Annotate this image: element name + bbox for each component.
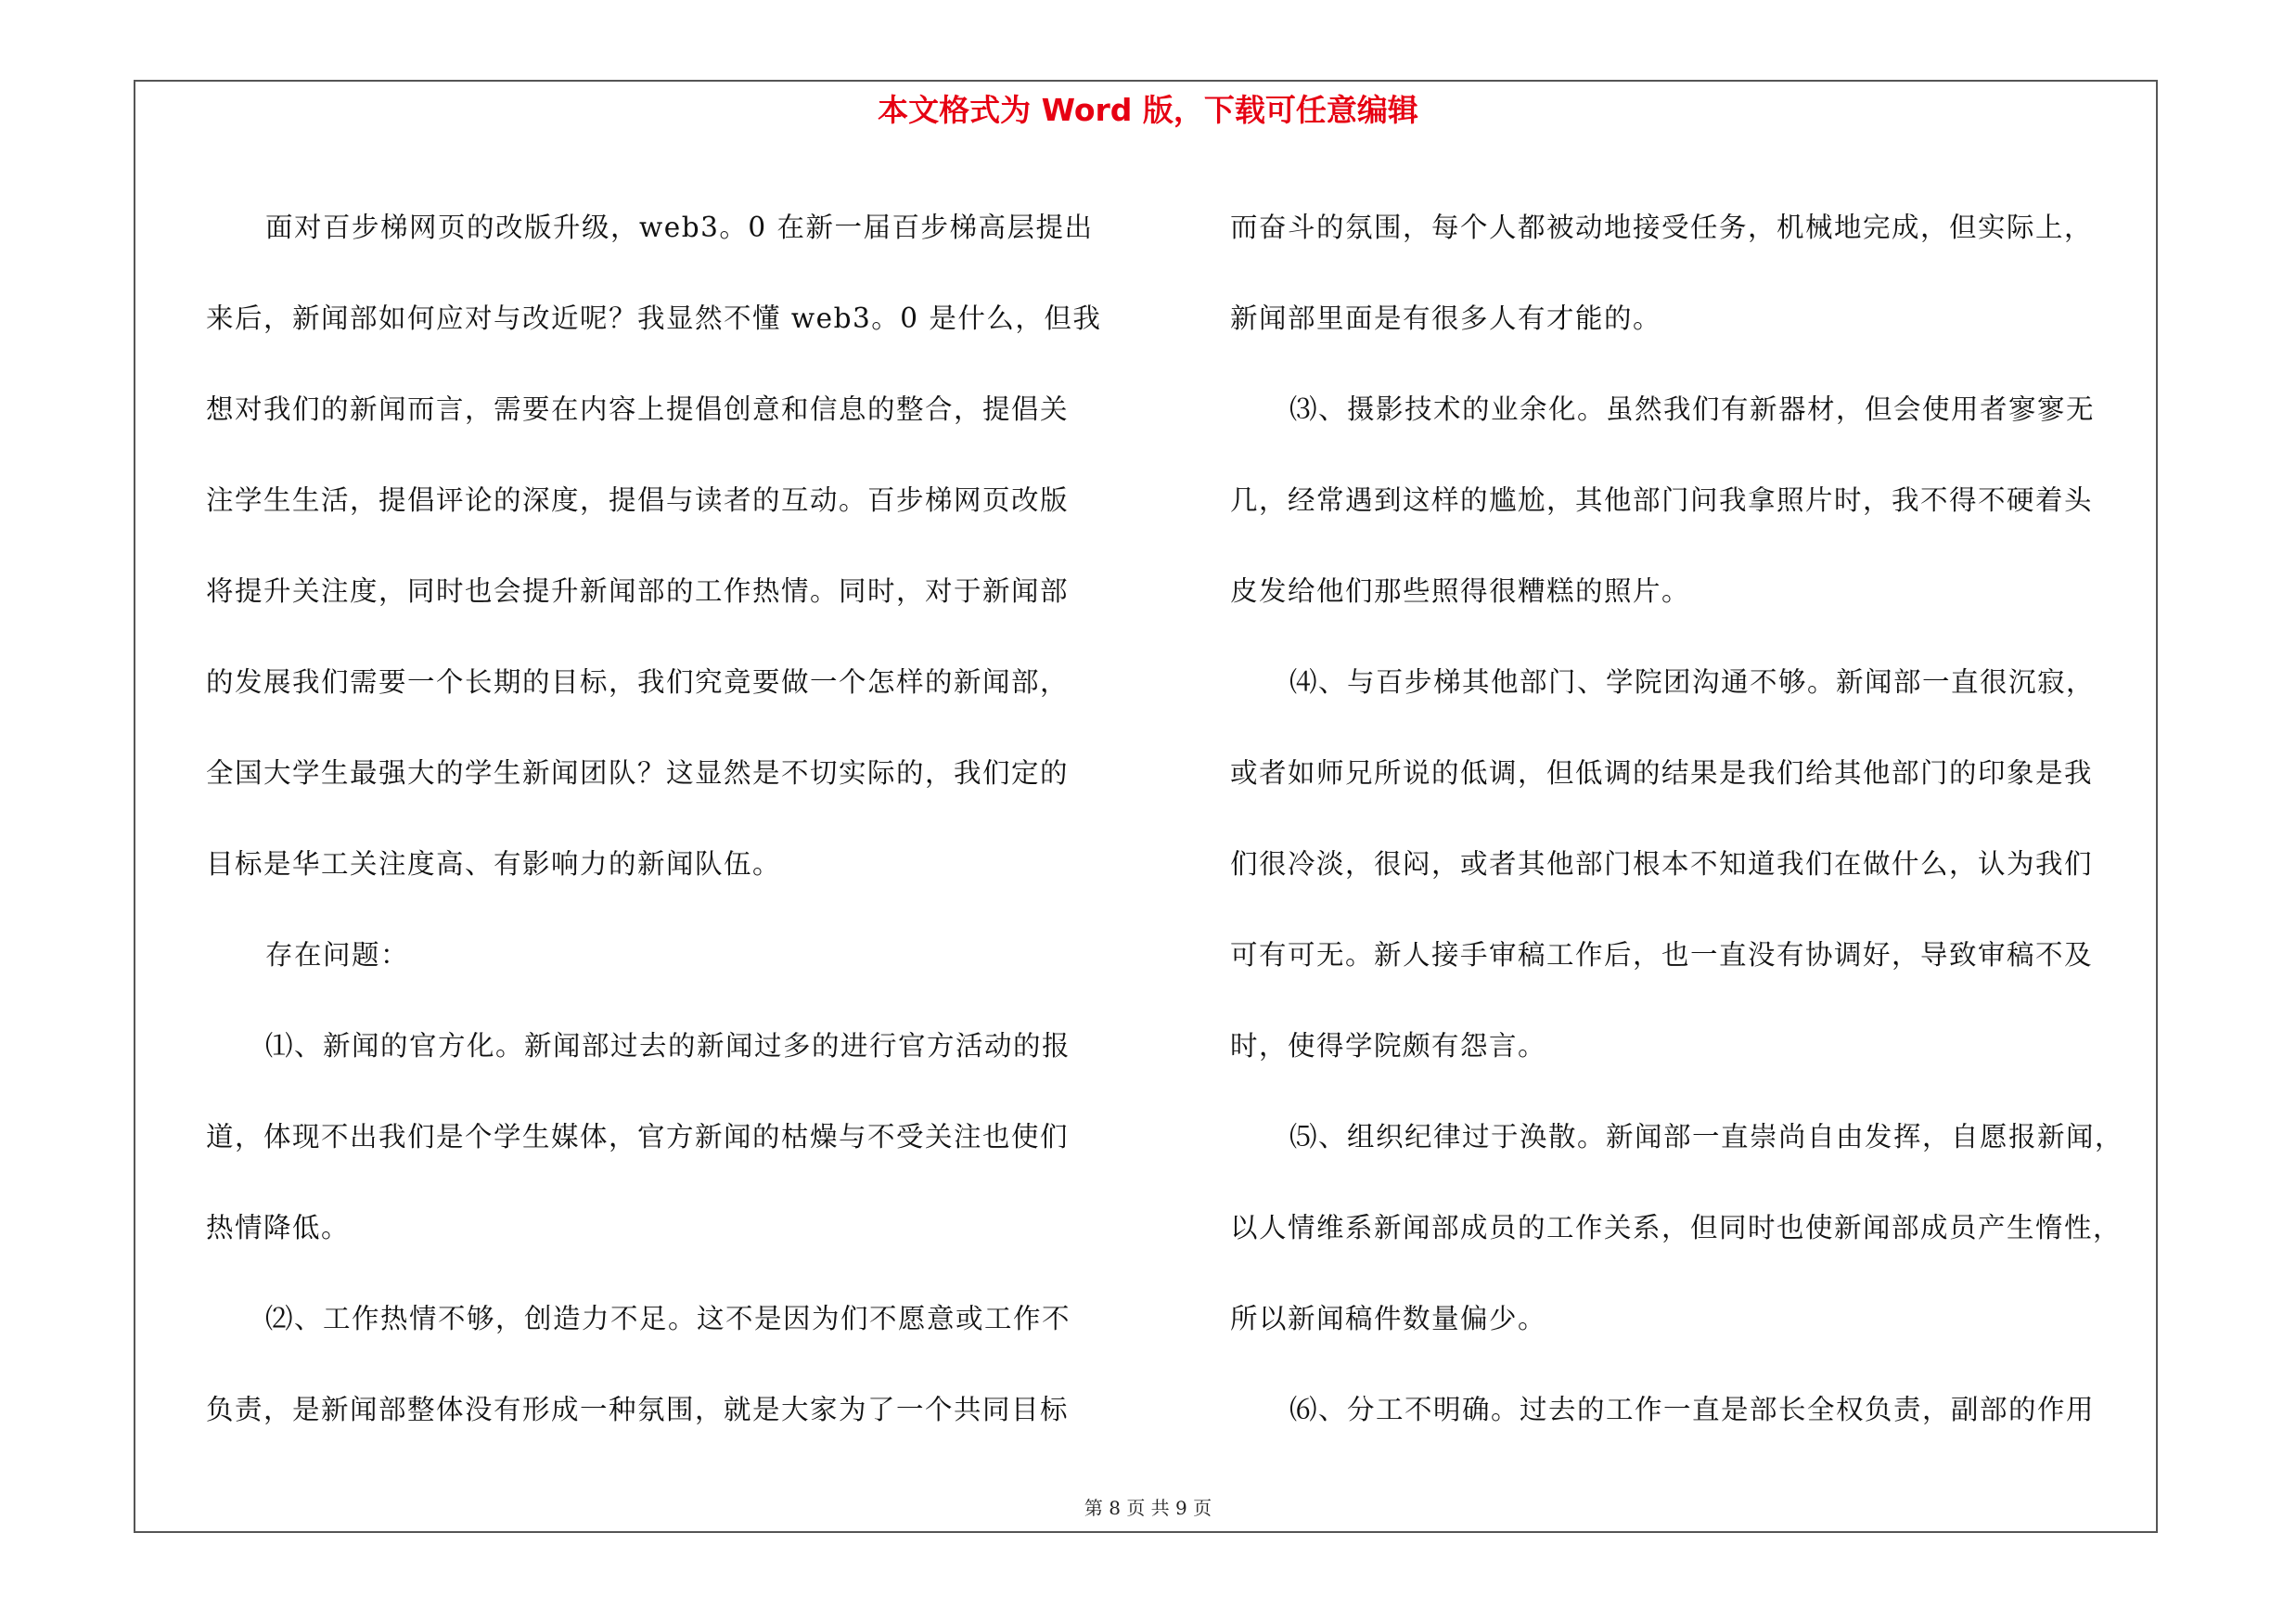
paragraph-line: 皮发给他们那些照得很糟糕的照片。	[1230, 575, 1691, 607]
paragraph-line: 而奋斗的氛围，每个人都被动地接受任务，机械地完成，但实际上，	[1230, 212, 2094, 243]
paragraph-line: 几，经常遇到这样的尴尬，其他部门问我拿照片时，我不得不硬着头	[1230, 484, 2094, 516]
paragraph-line: 的发展我们需要一个长期的目标，我们究竟要做一个怎样的新闻部，	[206, 666, 1070, 698]
paragraph-line: 目标是华工关注度高、有影响力的新闻队伍。	[206, 848, 782, 880]
paragraph-line: 以人情维系新闻部成员的工作关系，但同时也使新闻部成员产生惰性，	[1230, 1212, 2123, 1243]
paragraph-line: 将提升关注度，同时也会提升新闻部的工作热情。同时，对于新闻部	[206, 575, 1070, 607]
paragraph-line: 全国大学生最强大的学生新闻团队？这显然是不切实际的，我们定的	[206, 757, 1070, 789]
format-banner: 本文格式为 Word 版，下载可任意编辑	[878, 92, 1418, 128]
paragraph-line: 可有可无。新人接手审稿工作后，也一直没有协调好，导致审稿不及	[1230, 939, 2094, 971]
paragraph-line: 时，使得学院颇有怨言。	[1230, 1030, 1547, 1062]
paragraph-line: 面对百步梯网页的改版升级，web3。0 在新一届百步梯高层提出	[265, 212, 1094, 243]
paragraph-line: ⑶、摄影技术的业余化。虽然我们有新器材，但会使用者寥寥无	[1289, 393, 2096, 425]
paragraph-line: 热情降低。	[206, 1212, 351, 1243]
paragraph-line: 负责，是新闻部整体没有形成一种氛围，就是大家为了一个共同目标	[206, 1394, 1070, 1425]
page-number-footer: 第 8 页 共 9 页	[1084, 1497, 1212, 1519]
paragraph-line: ⑸、组织纪律过于涣散。新闻部一直崇尚自由发挥，自愿报新闻，	[1289, 1121, 2124, 1153]
right-column	[1230, 182, 2158, 1455]
paragraph-line: 注学生生活，提倡评论的深度，提倡与读者的互动。百步梯网页改版	[206, 484, 1070, 516]
left-column	[206, 182, 1134, 1455]
section-heading: 存在问题：	[265, 939, 410, 971]
paragraph-line: 道，体现不出我们是个学生媒体，官方新闻的枯燥与不受关注也使们	[206, 1121, 1070, 1153]
paragraph-line: 们很冷淡，很闷，或者其他部门根本不知道我们在做什么，认为我们	[1230, 848, 2094, 880]
paragraph-line: 想对我们的新闻而言，需要在内容上提倡创意和信息的整合，提倡关	[206, 393, 1070, 425]
paragraph-line: ⑴、新闻的官方化。新闻部过去的新闻过多的进行官方活动的报	[265, 1030, 1071, 1062]
paragraph-line: 所以新闻稿件数量偏少。	[1230, 1303, 1547, 1334]
paragraph-line: 来后，新闻部如何应对与改近呢？我显然不懂 web3。0 是什么，但我	[206, 303, 1102, 334]
paragraph-line: ⑷、与百步梯其他部门、学院团沟通不够。新闻部一直很沉寂，	[1289, 666, 2096, 698]
paragraph-line: ⑹、分工不明确。过去的工作一直是部长全权负责，副部的作用	[1289, 1394, 2096, 1425]
paragraph-line: 新闻部里面是有很多人有才能的。	[1230, 303, 1662, 334]
paragraph-line: ⑵、工作热情不够，创造力不足。这不是因为们不愿意或工作不	[265, 1303, 1071, 1334]
paragraph-line: 或者如师兄所说的低调，但低调的结果是我们给其他部门的印象是我	[1230, 757, 2094, 789]
